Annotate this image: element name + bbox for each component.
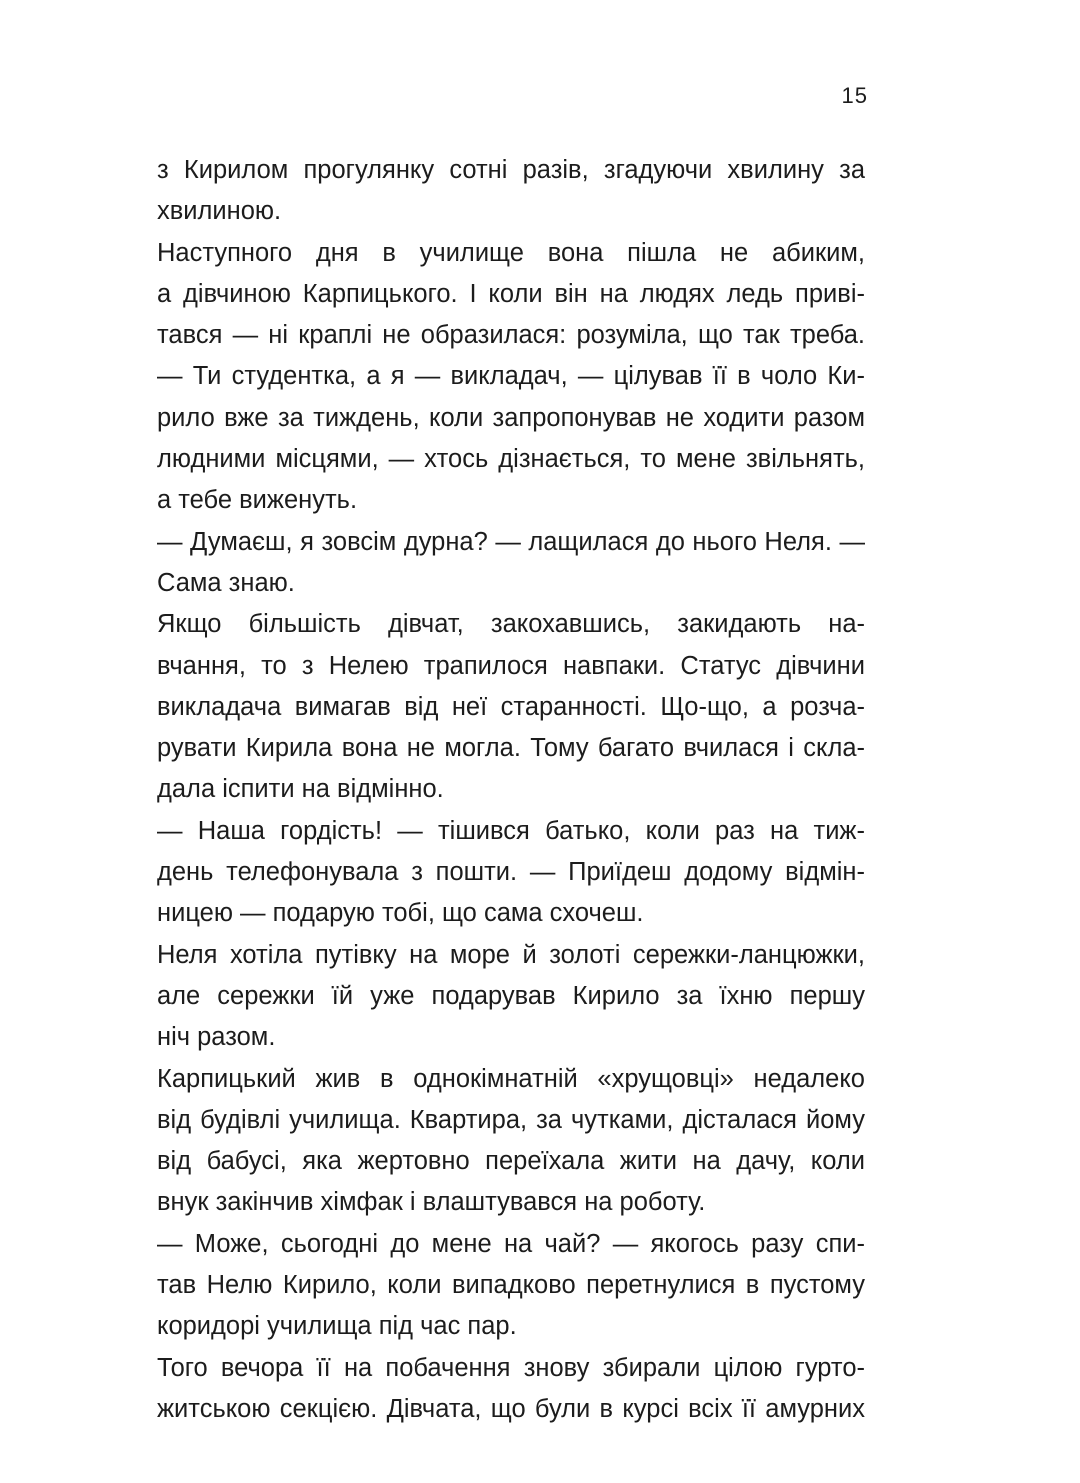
text-line: хвилиною. — [157, 197, 282, 226]
text-line: тав Нелю Кирило, коли випадково перетнулися в пустому — [157, 1271, 865, 1300]
paragraph-first-line: — Наша гордість! — тішився батько, коли раз на тиж- — [157, 816, 865, 845]
paragraph-first-line: — Може, сьогодні до мене на чай? — якогось разу спи- — [157, 1229, 865, 1258]
text-line: від будівлі училища. Квартира, за чутками, дісталася йому — [157, 1105, 865, 1134]
paragraph-first-line: Наступного дня в училище вона пішла не абиким, — [157, 238, 865, 267]
paragraph-first-line: — Думаєш, я зовсім дурна? — лащилася до нього Неля. — — [157, 527, 865, 556]
text-line: ніч разом. — [157, 1023, 276, 1052]
text-line: людними місцями, — хтось дізнається, то мене звільнять, — [157, 445, 865, 474]
paragraph-first-line: Якщо більшість дівчат, закохавшись, закидають на- — [157, 610, 865, 639]
text-line: вчання, то з Нелею трапилося навпаки. Статус дівчини — [157, 651, 865, 680]
text-line: а дівчиною Карпицького. І коли він на людях ледь приві- — [157, 279, 865, 308]
text-line: внук закінчив хімфак і влаштувався на роботу. — [157, 1188, 706, 1217]
text-line: а тебе виженуть. — [157, 486, 358, 515]
page-number: 15 — [841, 83, 868, 108]
text-line: коридорі училища під час пар. — [157, 1312, 517, 1341]
paragraph-first-line: Того вечора її на побачення знову збирали цілою гурто- — [157, 1353, 865, 1382]
text-line: дала іспити на відмінно. — [157, 775, 444, 804]
text-line: викладача вимагав від неї старанності. Що-що, а розча- — [157, 692, 865, 721]
text-line: тався — ні краплі не образилася: розуміла, що так треба. — [157, 321, 865, 350]
text-line: але сережки їй уже подарував Кирило за їхню першу — [157, 981, 865, 1010]
paragraph-first-line: Неля хотіла путівку на море й золоті сережки-ланцюжки, — [157, 940, 865, 969]
text-line: від бабусі, яка жертовно переїхала жити на дачу, коли — [157, 1147, 865, 1176]
paragraph-first-line: — Ти студентка, а я — викладач, — цілував її в чоло Ки- — [157, 362, 865, 391]
text-line: ницею — подарую тобі, що сама схочеш. — [157, 899, 644, 928]
text-line: день телефонувала з пошти. — Приїдеш додому відмін- — [157, 858, 865, 887]
text-line: з Кирилом прогулянку сотні разів, згадуючи хвилину за — [157, 156, 865, 184]
text-line: Сама знаю. — [157, 568, 295, 597]
text-line: рило вже за тиждень, коли запропонував не ходити разом — [157, 403, 865, 432]
text-line: житською секцією. Дівчата, що були в курсі всіх її амурних — [157, 1394, 865, 1423]
paragraph-first-line: Карпицький жив в однокімнатній «хрущовці» недалеко — [157, 1064, 865, 1093]
body-text — [157, 150, 865, 1430]
text-line: рувати Кирила вона не могла. Тому багато вчилася і скла- — [157, 734, 865, 763]
